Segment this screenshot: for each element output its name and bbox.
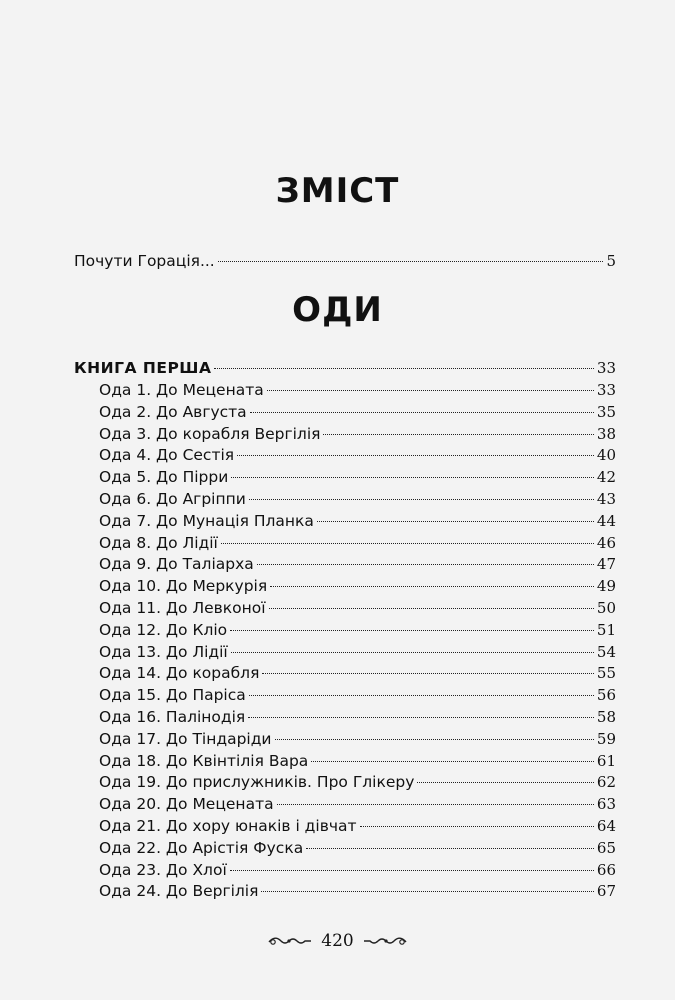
dot-leader [231, 477, 594, 478]
toc-entry [99, 532, 616, 554]
toc-entry-label: Ода 23. До Хлої [99, 860, 227, 879]
toc-entry-preface [74, 250, 616, 272]
dot-leader [269, 608, 594, 609]
toc-entry [99, 444, 616, 466]
toc-entry [99, 423, 616, 445]
toc-entry-label: Ода 13. До Лідії [99, 642, 228, 661]
toc-entry-page: 40 [596, 446, 616, 465]
toc-entry-label: Ода 16. Палінодія [99, 708, 246, 726]
dot-leader [221, 543, 594, 544]
dot-leader [270, 586, 594, 587]
toc-entry-label: Ода 9. До Таліарха [99, 555, 254, 574]
toc-entry [99, 706, 616, 728]
toc-entry-page: 62 [596, 773, 616, 792]
toc-book-page: 33 [596, 359, 616, 377]
dot-leader [311, 761, 594, 762]
toc-entry-label: Ода 7. До Мунація Планка [99, 511, 314, 530]
toc-entry-page: 65 [596, 838, 616, 857]
toc-entry [99, 510, 616, 532]
toc-entry-page: 64 [596, 817, 616, 835]
right-flourish-icon [362, 933, 408, 949]
toc-entry-page: 46 [596, 533, 616, 552]
toc-entry-label: Ода 14. До корабля [99, 664, 260, 683]
toc-book-heading [74, 357, 616, 379]
toc-entry-page: 59 [596, 729, 616, 748]
dot-leader [248, 717, 594, 718]
toc-entry-label: Ода 15. До Паріса [99, 686, 246, 705]
toc-entry-page: 61 [596, 751, 616, 770]
toc-entry-page: 67 [596, 882, 616, 901]
toc-entry-label: Ода 24. До Вергілія [99, 882, 259, 901]
toc-entry-page: 38 [596, 424, 616, 443]
dot-leader [262, 673, 593, 674]
dot-leader [249, 695, 594, 696]
contents-title: ЗМІСТ [275, 171, 400, 211]
toc-entry-label: Ода 22. До Арістія Фуска [99, 838, 304, 857]
toc-entry [99, 728, 616, 750]
toc-entry-label: Ода 2. До Августа [99, 402, 247, 421]
toc-entry-page: 56 [596, 686, 616, 705]
toc-entry [99, 597, 616, 619]
toc-entry-label: Ода 19. До прислужників. Про Глікеру [99, 773, 415, 792]
toc-entry-label: Ода 12. До Кліо [99, 620, 228, 639]
toc-entry-page: 5 [606, 252, 616, 270]
dot-leader [277, 804, 594, 805]
toc-entry-page: 35 [596, 402, 616, 421]
dot-leader [214, 368, 593, 369]
toc-entry-label: Ода 5. До Пірри [99, 468, 229, 487]
section-title-odes: ОДИ [292, 290, 383, 330]
toc-entry [99, 750, 616, 772]
page-number: 420 [321, 931, 354, 951]
toc-entry [99, 815, 616, 837]
toc-entry-page: 66 [596, 860, 616, 879]
toc-entry-page: 50 [596, 599, 616, 617]
toc-entry [99, 793, 616, 815]
toc-entry-label: Почути Горація... [74, 252, 215, 270]
dot-leader [230, 630, 594, 631]
toc-entry [99, 771, 616, 793]
dot-leader [230, 870, 594, 871]
dot-leader [317, 521, 594, 522]
toc-entry-label: Ода 4. До Сестія [99, 446, 235, 465]
toc-entry [99, 641, 616, 663]
toc-entry-page: 42 [596, 468, 616, 487]
toc-entry [99, 466, 616, 488]
toc-entry-page: 63 [596, 795, 616, 814]
toc-entry-label: Ода 10. До Меркурія [99, 577, 268, 596]
dot-leader [360, 826, 594, 827]
dot-leader [249, 499, 594, 500]
dot-leader [417, 782, 594, 783]
dot-leader [231, 652, 594, 653]
page-folio [0, 931, 675, 951]
toc-entry-page: 43 [596, 490, 616, 508]
toc-entry [99, 575, 616, 597]
toc-entry-page: 58 [596, 708, 616, 726]
toc-entry-page: 55 [596, 664, 616, 683]
toc-entry-page: 44 [596, 511, 616, 530]
toc-entry-label: Ода 8. До Лідії [99, 533, 218, 552]
toc-entry-page: 49 [596, 577, 616, 596]
toc-book-label: КНИГА ПЕРША [74, 359, 212, 377]
dot-leader [267, 390, 594, 391]
toc-entry [99, 684, 616, 706]
dot-leader [237, 455, 594, 456]
toc-entry-label: Ода 11. До Левконої [99, 599, 266, 617]
toc-entry [99, 553, 616, 575]
toc-entry [99, 379, 616, 401]
toc-entry [99, 662, 616, 684]
toc-entry-label: Ода 6. До Агріппи [99, 490, 246, 508]
dot-leader [306, 848, 594, 849]
toc-entry-label: Ода 18. До Квінтілія Вара [99, 751, 309, 770]
dot-leader [257, 564, 594, 565]
toc-entry-page: 47 [596, 555, 616, 574]
toc-entry-label: Ода 21. До хору юнаків і дівчат [99, 817, 357, 835]
left-flourish-icon [267, 933, 313, 949]
dot-leader [250, 412, 594, 413]
toc-entry-page: 51 [596, 620, 616, 639]
toc-entry-page: 33 [596, 381, 616, 399]
toc-entry [99, 837, 616, 859]
dot-leader [323, 434, 593, 435]
toc-entry [99, 619, 616, 641]
toc-entry [99, 859, 616, 881]
dot-leader [218, 261, 604, 262]
toc-entry-label: Ода 20. До Мецената [99, 795, 274, 814]
toc-entry-label: Ода 17. До Тіндаріди [99, 729, 272, 748]
toc-entry-page: 54 [596, 642, 616, 661]
toc-entry [99, 488, 616, 510]
dot-leader [275, 739, 594, 740]
toc-entry [99, 880, 616, 902]
toc-entry [99, 401, 616, 423]
toc-entry-label: Ода 1. До Мецената [99, 381, 264, 399]
toc-entry-label: Ода 3. До корабля Вергілія [99, 424, 321, 443]
dot-leader [261, 891, 593, 892]
